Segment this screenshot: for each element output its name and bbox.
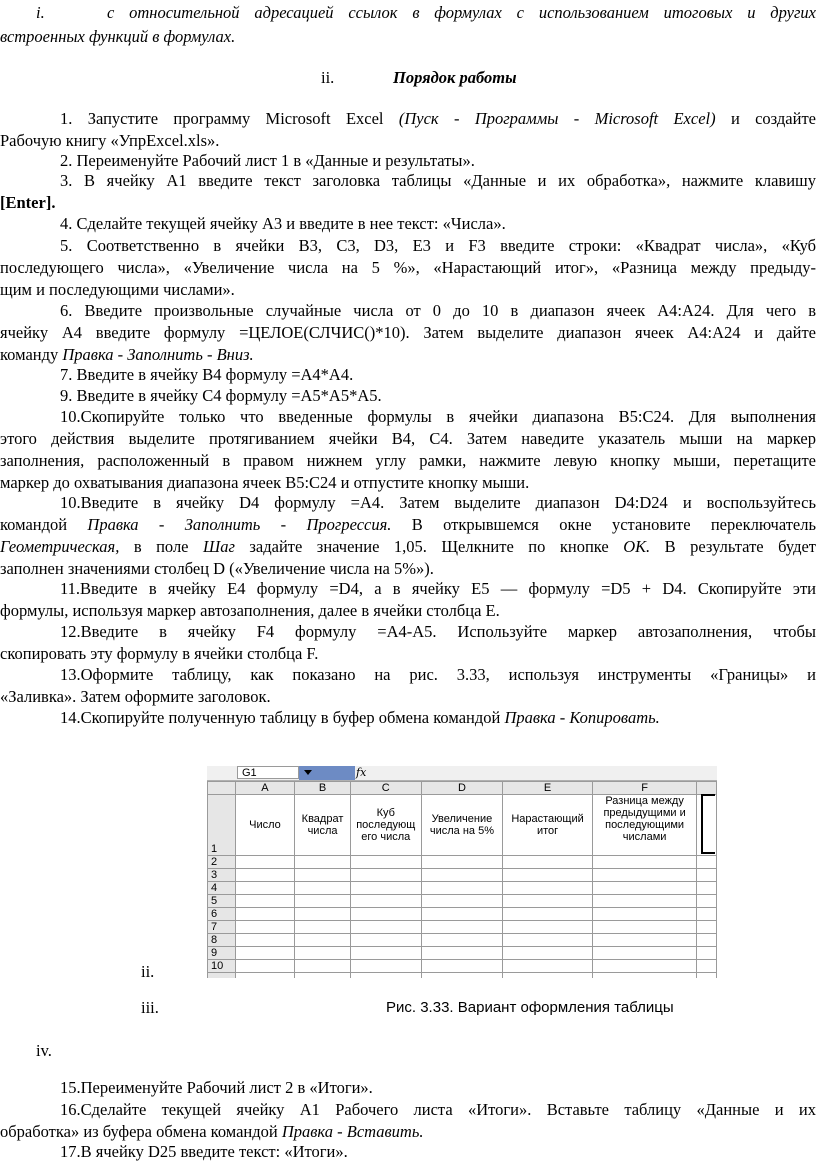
- cell[interactable]: [295, 856, 351, 869]
- step-number: 10.: [60, 493, 81, 512]
- heading-line-1: с относительной адресацией ссылок в формулах с использованием итоговых и других: [107, 3, 816, 22]
- cell[interactable]: [697, 947, 717, 960]
- cell[interactable]: [421, 947, 503, 960]
- cell[interactable]: [503, 973, 593, 979]
- cell[interactable]: [592, 960, 696, 973]
- heading-line-2: встроенных функций в формулах.: [0, 27, 236, 46]
- corner-cell[interactable]: [208, 782, 236, 795]
- step-6: 6. Введите произвольные случайные числа от 0 до 10 в диапазон ячеек A4:A24. Для чего в ячейку А4 введите формулу =ЦЕЛОЕ(СЛЧИС()*10). Затем выделите диапазон ячеек А4:А24 и дайте команду Правка - Заполнить - Вниз.: [0, 301, 816, 364]
- row-header[interactable]: 3: [208, 869, 236, 882]
- step-16: 16.Сделайте текущей ячейку А1 Рабочего листа «Итоги». Вставьте таблицу «Данные и их обработка» из буфера обмена командой Правка - Вставить.: [0, 1100, 816, 1141]
- cell[interactable]: [697, 895, 717, 908]
- cell[interactable]: [235, 869, 294, 882]
- cell[interactable]: [235, 856, 294, 869]
- step-number: 1.: [60, 109, 73, 128]
- step-13: 13.Оформите таблицу, как показано на рис. 3.33, используя инструменты «Границы» и «Заливка». Затем оформите заголовок.: [0, 665, 816, 706]
- cell[interactable]: [235, 882, 294, 895]
- cell[interactable]: [295, 947, 351, 960]
- step-2: 2. Переименуйте Рабочий лист 1 в «Данные и результаты».: [60, 151, 475, 170]
- cell[interactable]: [350, 960, 421, 973]
- cell[interactable]: [421, 908, 503, 921]
- sheet-grid: [207, 781, 717, 978]
- cell[interactable]: [295, 869, 351, 882]
- cell[interactable]: [295, 895, 351, 908]
- cell[interactable]: [295, 908, 351, 921]
- cell[interactable]: [697, 921, 717, 934]
- spreadsheet-figure: [207, 766, 717, 978]
- cell[interactable]: [592, 895, 696, 908]
- cell[interactable]: [350, 973, 421, 979]
- cell[interactable]: [592, 856, 696, 869]
- section-marker: ii.: [321, 68, 335, 87]
- step-11: 11.Введите в ячейку Е4 формулу =D4, а в ячейку Е5 — формулу =D5 + D4. Скопируйте эти формулы, используя маркер автозаполнения, далее в ячейки столбца Е.: [0, 579, 816, 620]
- cell[interactable]: [350, 895, 421, 908]
- step-12: 12.Введите в ячейку F4 формулу =А4-А5. Используйте маркер автозаполнения, чтобы скопировать эту формулу в ячейки столбца F.: [0, 622, 816, 663]
- cell[interactable]: [350, 869, 421, 882]
- row-header[interactable]: 4: [208, 882, 236, 895]
- cell[interactable]: [421, 882, 503, 895]
- column-header-b[interactable]: B: [295, 782, 351, 795]
- step-number: 9.: [60, 386, 73, 405]
- cell[interactable]: [421, 895, 503, 908]
- cell-f1[interactable]: Разница между предыдущими и последующими числами: [592, 795, 696, 856]
- cell[interactable]: [592, 921, 696, 934]
- step-number: 10.: [60, 407, 81, 426]
- step-number: 12.: [60, 622, 81, 641]
- cell[interactable]: [503, 908, 593, 921]
- chevron-down-icon: [304, 770, 312, 775]
- step-10-copy: 10.Скопируйте только что введенные формулы в ячейки диапазона B5:C24. Для выполнения этого действия выделите протягиванием ячейки В4, С4. Затем наведите указатель мыши на маркер заполнения, расположенный в правом нижнем углу рамки, нажмите левую кнопку мыши, перетащите маркер до охватывания диапазона ячеек B5:C24 и отпустите кнопку мыши.: [0, 407, 816, 492]
- step-number: 15.: [60, 1078, 81, 1097]
- cell[interactable]: [295, 934, 351, 947]
- cell[interactable]: [235, 895, 294, 908]
- cell[interactable]: [295, 973, 351, 979]
- cell-d1[interactable]: Увеличение числа на 5%: [421, 795, 503, 856]
- cell[interactable]: [697, 934, 717, 947]
- cell-c1[interactable]: Куб последующ его числа: [350, 795, 421, 856]
- cell[interactable]: [235, 934, 294, 947]
- row-header[interactable]: 2: [208, 856, 236, 869]
- heading-marker: i.: [36, 3, 45, 22]
- cell-b1[interactable]: Квадрат числа: [295, 795, 351, 856]
- cell[interactable]: [592, 934, 696, 947]
- step-number: 2.: [60, 151, 73, 170]
- list-marker-iii: iii.: [141, 998, 159, 1017]
- cell[interactable]: [503, 869, 593, 882]
- row-header[interactable]: [208, 973, 236, 979]
- cell[interactable]: [503, 895, 593, 908]
- cell[interactable]: [235, 947, 294, 960]
- cell[interactable]: [592, 908, 696, 921]
- cell[interactable]: [350, 856, 421, 869]
- cell[interactable]: [503, 882, 593, 895]
- cell[interactable]: [295, 882, 351, 895]
- cell[interactable]: [697, 973, 717, 979]
- cell[interactable]: [503, 934, 593, 947]
- cell[interactable]: [697, 960, 717, 973]
- row-header[interactable]: 5: [208, 895, 236, 908]
- step-number: 11.: [60, 579, 81, 598]
- step-number: 5.: [60, 236, 73, 255]
- cell[interactable]: [350, 947, 421, 960]
- step-5: 5. Соответственно в ячейки B3, C3, D3, E3 и F3 введите строки: «Квадрат числа», «Куб последующего числа», «Увеличение числа на 5 %», «Нарастающий итог», «Разница между предыду- щим и последующими числами».: [0, 236, 816, 299]
- cell[interactable]: [350, 882, 421, 895]
- cell-a1[interactable]: Число: [235, 795, 294, 856]
- cell[interactable]: [697, 856, 717, 869]
- cell[interactable]: [235, 908, 294, 921]
- cell[interactable]: [421, 934, 503, 947]
- cell[interactable]: [592, 947, 696, 960]
- cell[interactable]: [350, 908, 421, 921]
- step-number: 7.: [60, 365, 73, 384]
- cell[interactable]: [592, 973, 696, 979]
- column-header-e[interactable]: E: [503, 782, 593, 795]
- step-number: 4.: [60, 214, 73, 233]
- step-number: 16.: [60, 1100, 81, 1119]
- cell[interactable]: [503, 921, 593, 934]
- step-14: 14.Скопируйте полученную таблицу в буфер обмена командой Правка - Копировать.: [60, 708, 660, 727]
- cell[interactable]: [421, 921, 503, 934]
- cell[interactable]: [503, 960, 593, 973]
- cell[interactable]: [235, 921, 294, 934]
- step-7: 7. Введите в ячейку В4 формулу =А4*А4.: [60, 365, 354, 384]
- cell[interactable]: [295, 921, 351, 934]
- cell[interactable]: [503, 947, 593, 960]
- active-cell-selection: [701, 794, 715, 854]
- cell[interactable]: [592, 882, 696, 895]
- cell-e1[interactable]: Нарастающий итог: [503, 795, 593, 856]
- cell[interactable]: [350, 921, 421, 934]
- cell[interactable]: [697, 908, 717, 921]
- row-header[interactable]: 6: [208, 908, 236, 921]
- step-17: 17.В ячейку D25 введите текст: «Итоги».: [60, 1142, 348, 1161]
- cell[interactable]: [235, 973, 294, 979]
- cell[interactable]: [295, 960, 351, 973]
- step-9: 9. Введите в ячейку С4 формулу =А5*А5*А5.: [60, 386, 382, 405]
- fx-icon[interactable]: fx: [356, 766, 367, 779]
- column-header-a[interactable]: A: [235, 782, 294, 795]
- formula-bar: [207, 766, 717, 781]
- cell[interactable]: [592, 869, 696, 882]
- column-header-g[interactable]: [697, 782, 717, 795]
- step-4: 4. Сделайте текущей ячейку A3 и введите в нее текст: «Числа».: [60, 214, 506, 233]
- row-header[interactable]: 9: [208, 947, 236, 960]
- step-15: 15.Переименуйте Рабочий лист 2 в «Итоги».: [60, 1078, 373, 1097]
- step-10-progression: 10.Введите в ячейку D4 формулу =А4. Затем выделите диапазон D4:D24 и воспользуйтесь командой Правка - Заполнить - Прогрессия. В открывшемся окне установите переключатель Геометрическая, в поле Шаг задайте значение 1,05. Щелкните по кнопке ОК. В результате будет заполнен значениями столбец D («Увеличение числа на 5%»).: [0, 493, 816, 578]
- step-number: 13.: [60, 665, 81, 684]
- step-number: 3.: [60, 171, 73, 190]
- name-box-dropdown[interactable]: [299, 766, 355, 780]
- cell[interactable]: [235, 960, 294, 973]
- cell[interactable]: [421, 960, 503, 973]
- cell[interactable]: [697, 882, 717, 895]
- cell[interactable]: [421, 856, 503, 869]
- name-box[interactable]: G1: [237, 766, 299, 779]
- row-header[interactable]: 7: [208, 921, 236, 934]
- step-1: 1. Запустите программу Microsoft Excel (Пуск - Программы - Microsoft Excel) и создайте Рабочую книгу «УпрExcel.xls».: [0, 109, 816, 150]
- column-header-f[interactable]: F: [592, 782, 696, 795]
- column-header-c[interactable]: C: [350, 782, 421, 795]
- section-title: Порядок работы: [393, 68, 517, 87]
- cell[interactable]: [350, 934, 421, 947]
- list-marker-ii: ii.: [141, 962, 155, 981]
- column-header-d[interactable]: D: [421, 782, 503, 795]
- step-number: 6.: [60, 301, 73, 320]
- cell[interactable]: [421, 973, 503, 979]
- cell[interactable]: [503, 856, 593, 869]
- step-number: 14.: [60, 708, 81, 727]
- row-header[interactable]: 10: [208, 960, 236, 973]
- step-number: 17.: [60, 1142, 81, 1161]
- cell[interactable]: [697, 869, 717, 882]
- step-3: 3. В ячейку А1 введите текст заголовка таблицы «Данные и их обработка», нажмите клавишу [Enter].: [0, 171, 816, 212]
- row-header[interactable]: 1: [208, 795, 236, 856]
- list-marker-iv: iv.: [36, 1041, 52, 1060]
- row-header[interactable]: 8: [208, 934, 236, 947]
- figure-caption: Рис. 3.33. Вариант оформления таблицы: [386, 999, 674, 1016]
- cell[interactable]: [421, 869, 503, 882]
